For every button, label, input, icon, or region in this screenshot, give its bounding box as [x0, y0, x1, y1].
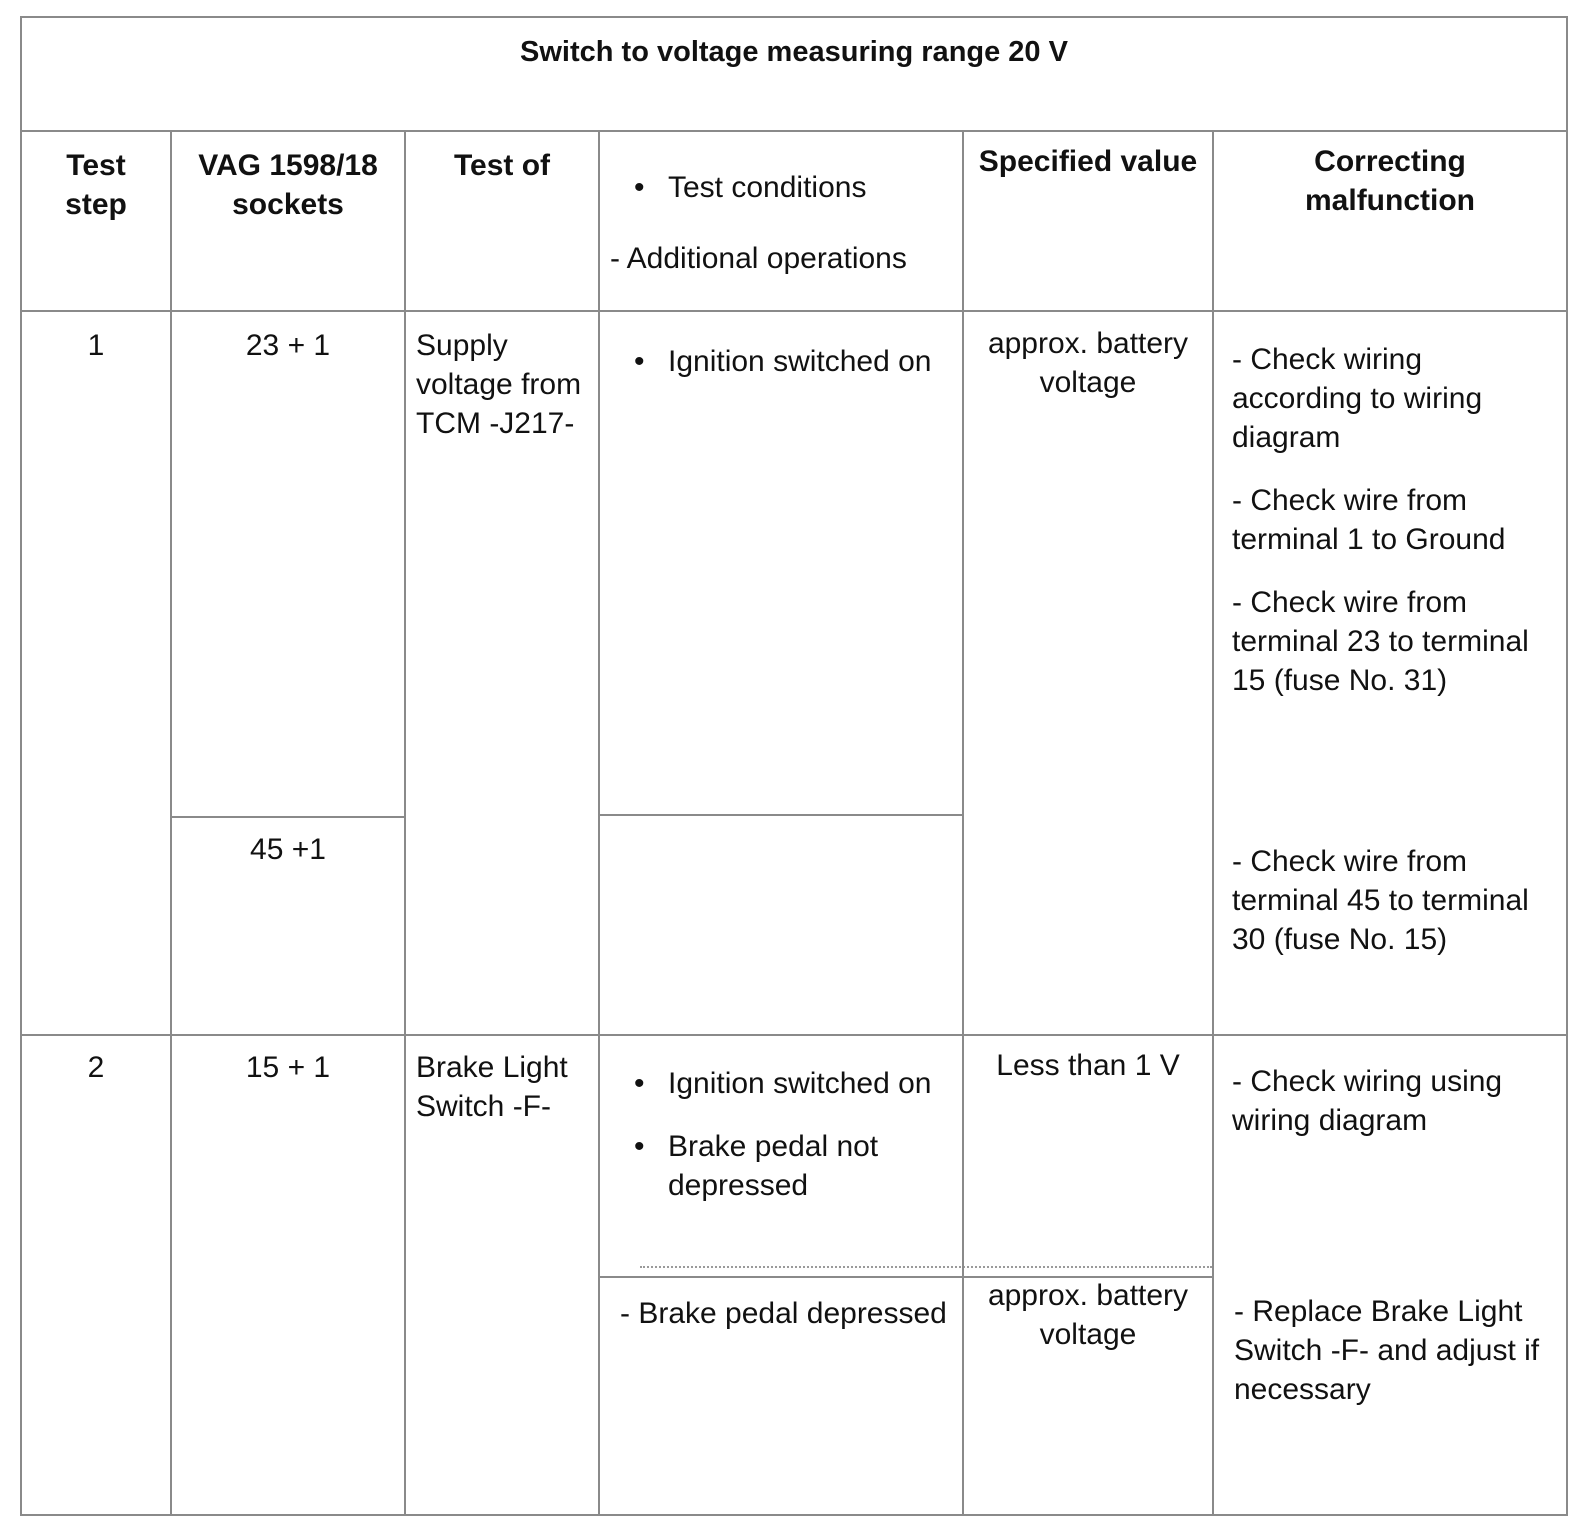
row1-step: 1 [87, 329, 105, 362]
header-conditions [610, 168, 956, 278]
header-conditions-dash: - Additional operations [610, 242, 907, 275]
header-conditions-bullet-text: Test conditions [668, 171, 867, 204]
col-divider-5 [1212, 130, 1214, 1516]
col-divider-2 [404, 130, 406, 1516]
row2-test-of: Brake Light Switch -F- [416, 1051, 568, 1123]
header-correcting: Correcting malfunction [1305, 145, 1475, 217]
row1-socket-a: 23 + 1 [245, 329, 331, 362]
sockets-subdivider [170, 816, 404, 818]
bullet-icon: • [634, 1130, 645, 1163]
row2-step: 2 [87, 1051, 105, 1084]
row1-test-of: Supply voltage from TCM -J217- [416, 329, 582, 440]
row1-correcting-1: - Check wiring according to wiring diagram [1232, 343, 1483, 454]
row1-correcting-3: - Check wire from terminal 23 to terminal 15 (fuse No. 31) [1232, 586, 1529, 697]
bullet-icon: • [634, 345, 645, 378]
header-conditions-bullet [610, 168, 956, 207]
header-test-of: Test of [453, 149, 551, 182]
row2-condition-1 [610, 1064, 956, 1103]
row2-condition-1-text: Ignition switched on [668, 1067, 932, 1100]
header-specified: Specified value [978, 145, 1198, 178]
col-divider-4 [962, 130, 964, 1516]
col-divider-1 [170, 130, 172, 1516]
row2-sub-correcting: - Replace Brake Light Switch -F- and adjust if necessary [1234, 1295, 1540, 1406]
header-test-step: Test step [65, 149, 127, 221]
table-title: Switch to voltage measuring range 20 V [520, 36, 1068, 68]
bullet-icon: • [634, 1067, 645, 1100]
conditions-subdivider [598, 814, 962, 816]
row2-socket-a: 15 + 1 [245, 1051, 331, 1084]
row2-correcting: - Check wiring using wiring diagram [1232, 1065, 1503, 1137]
row1-socket-b: 45 +1 [250, 833, 326, 866]
row2-sub-condition: - Brake pedal depressed [620, 1297, 947, 1330]
row1-specified: approx. battery voltage [987, 327, 1189, 399]
row1-correcting-2: - Check wire from terminal 1 to Ground [1232, 484, 1506, 556]
row1-correcting-4: - Check wire from terminal 45 to terminal 30 (fuse No. 15) [1232, 845, 1529, 956]
row2-conditions [610, 1064, 956, 1205]
row1-correcting [1232, 340, 1548, 724]
bullet-icon: • [634, 171, 645, 204]
row1-condition-1 [610, 342, 956, 381]
title-divider [20, 130, 1568, 132]
test-table [20, 16, 1568, 1516]
header-divider [20, 310, 1568, 312]
row1-conditions [610, 342, 956, 381]
row1-condition-1-text: Ignition switched on [668, 345, 932, 378]
row2-specified: Less than 1 V [996, 1049, 1180, 1082]
row2-condition-2-text: Brake pedal not depressed [668, 1130, 879, 1202]
header-sockets: VAG 1598/18 sockets [198, 149, 378, 221]
col-divider-3 [598, 130, 600, 1516]
row2-dotted-rule [640, 1266, 1212, 1268]
row-divider [20, 1034, 1568, 1036]
row2-condition-2 [610, 1127, 956, 1205]
row2-sub-specified: approx. battery voltage [987, 1279, 1189, 1351]
